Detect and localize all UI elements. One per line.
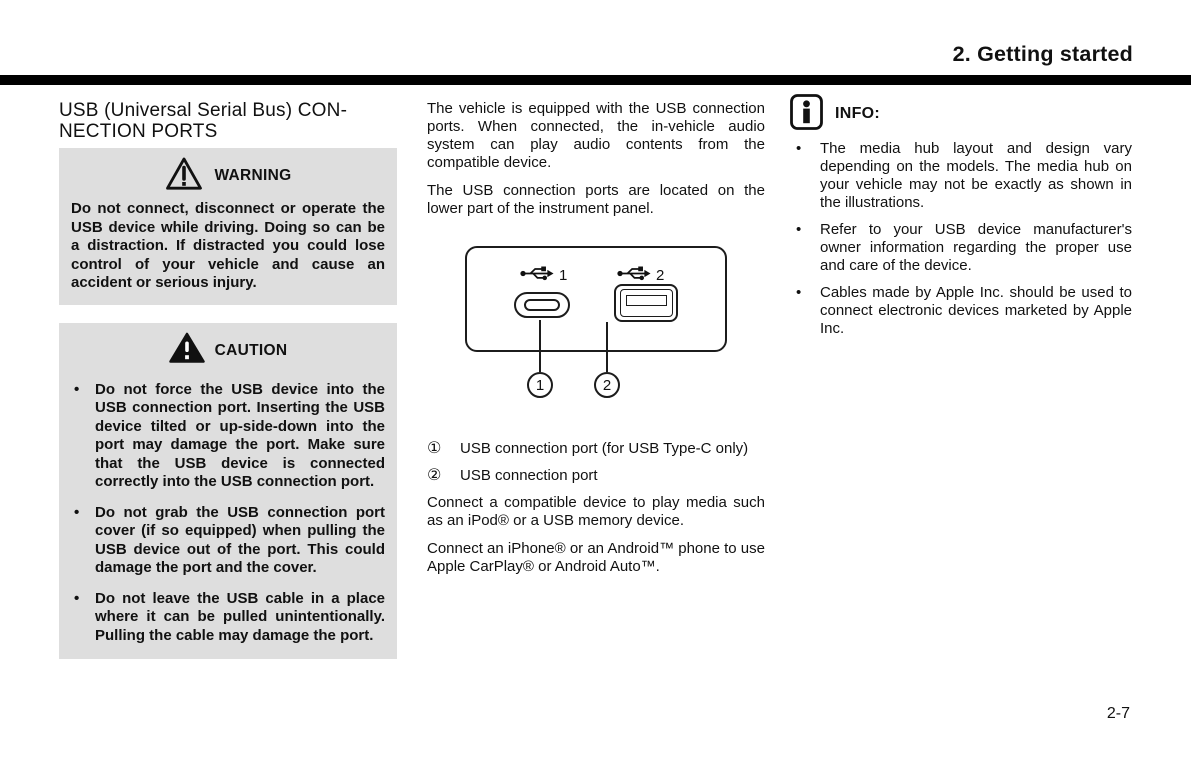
warning-text: Do not connect, disconnect or operate the USB device while driving. Doing so can be a distraction. If distracted you could lose control of your vehicle and cause an accident or serious injury. bbox=[71, 200, 385, 291]
caution-bullet-text: Do not grab the USB connection port cover (if so equipped) when pulling the USB device out of the port. This could damage the port and the cover. bbox=[95, 503, 385, 576]
info-bullet bbox=[790, 284, 1132, 338]
chapter-title: 2. Getting started bbox=[952, 42, 1133, 66]
section-title bbox=[59, 100, 397, 142]
body-paragraph: Connect an iPhone® or an Android™ phone to use Apple CarPlay® or Android Auto™. bbox=[427, 540, 765, 575]
info-bullet-text: The media hub layout and design vary depending on the models. The media hub on your vehicle may not be exactly as shown in the illustrations. bbox=[820, 140, 1132, 211]
media-hub-panel bbox=[465, 246, 727, 352]
warning-triangle-icon bbox=[164, 156, 204, 197]
port-1-label bbox=[520, 265, 567, 286]
legend-text: USB connection port bbox=[460, 467, 598, 484]
info-bullet-text: Cables made by Apple Inc. should be used to connect electronic devices marketed by Apple Inc. bbox=[820, 284, 1132, 337]
bullet-marker: • bbox=[74, 503, 80, 521]
usb-type-a-port bbox=[614, 284, 678, 322]
bullet-marker: • bbox=[796, 221, 802, 238]
body-paragraph: The USB connection ports are located on the lower part of the instrument panel. bbox=[427, 182, 765, 217]
bullet-marker: • bbox=[74, 589, 80, 607]
port-2-label bbox=[617, 265, 664, 286]
circled-2-marker: ② bbox=[427, 467, 442, 484]
info-bullet-list bbox=[790, 140, 1132, 338]
diagram-legend bbox=[427, 440, 765, 484]
usb-type-c-tongue bbox=[524, 299, 560, 311]
info-label: INFO: bbox=[835, 105, 881, 122]
section-title-line1: USB (Universal Serial Bus) CON- bbox=[59, 100, 348, 121]
header-rule bbox=[0, 75, 1191, 85]
usb-type-a-socket bbox=[620, 289, 673, 317]
right-column bbox=[790, 96, 1132, 347]
left-column bbox=[59, 100, 397, 677]
caution-bullet bbox=[71, 381, 385, 492]
port-number: 1 bbox=[559, 267, 568, 284]
callout-circle-2 bbox=[594, 372, 620, 398]
info-header bbox=[790, 96, 1132, 132]
legend-text: USB connection port (for USB Type-C only) bbox=[460, 440, 749, 457]
usb-type-a-tongue bbox=[626, 295, 667, 306]
usb-icon bbox=[520, 265, 554, 286]
caution-box bbox=[59, 323, 397, 660]
caution-bullet-text: Do not leave the USB cable in a place where it can be pulled unintentionally. Pulling the cable may damage the port. bbox=[95, 589, 385, 644]
usb-type-c-port bbox=[514, 292, 570, 318]
bullet-marker: • bbox=[796, 284, 802, 301]
info-bullet-text: Refer to your USB device manufacturer's owner information regarding the proper use and care of the device. bbox=[820, 221, 1132, 274]
middle-column bbox=[427, 100, 765, 576]
callout-circle-1 bbox=[527, 372, 553, 398]
bullet-marker: • bbox=[74, 380, 80, 398]
section-title-line2: NECTION PORTS bbox=[59, 121, 218, 142]
info-bullet bbox=[790, 140, 1132, 212]
legend-item bbox=[427, 467, 765, 484]
body-paragraph: Connect a compatible device to play media such as an iPod® or a USB memory device. bbox=[427, 494, 765, 529]
callout-number: 2 bbox=[602, 376, 612, 394]
legend-item bbox=[427, 440, 765, 457]
caution-bullet bbox=[71, 590, 385, 646]
info-icon bbox=[790, 94, 823, 135]
body-paragraph: The vehicle is equipped with the USB connection ports. When connected, the in-vehicle audio system can play audio contents from the compatible device. bbox=[427, 100, 765, 171]
warning-label: WARNING bbox=[214, 167, 292, 184]
caution-bullet-list bbox=[71, 381, 385, 646]
callout-line-1 bbox=[539, 320, 541, 372]
callout-number: 1 bbox=[535, 376, 545, 394]
caution-bullet bbox=[71, 504, 385, 578]
bullet-marker: • bbox=[796, 140, 802, 157]
caution-triangle-icon bbox=[169, 332, 205, 369]
caution-header bbox=[71, 333, 385, 369]
callout-line-2 bbox=[606, 322, 608, 372]
caution-bullet-text: Do not force the USB device into the USB connection port. Inserting the USB device tilted or up-side-down into the port may damage the port. Make sure that the USB device is connected correctly into the USB connection port. bbox=[95, 380, 385, 490]
info-bullet bbox=[790, 221, 1132, 275]
port-number: 2 bbox=[656, 267, 665, 284]
circled-1-marker: ① bbox=[427, 440, 442, 457]
page-number: 2-7 bbox=[1106, 705, 1130, 722]
warning-box bbox=[59, 148, 397, 305]
usb-ports-diagram bbox=[427, 246, 765, 398]
usb-icon bbox=[617, 265, 651, 286]
caution-label: CAUTION bbox=[214, 341, 288, 359]
warning-header bbox=[71, 158, 385, 194]
